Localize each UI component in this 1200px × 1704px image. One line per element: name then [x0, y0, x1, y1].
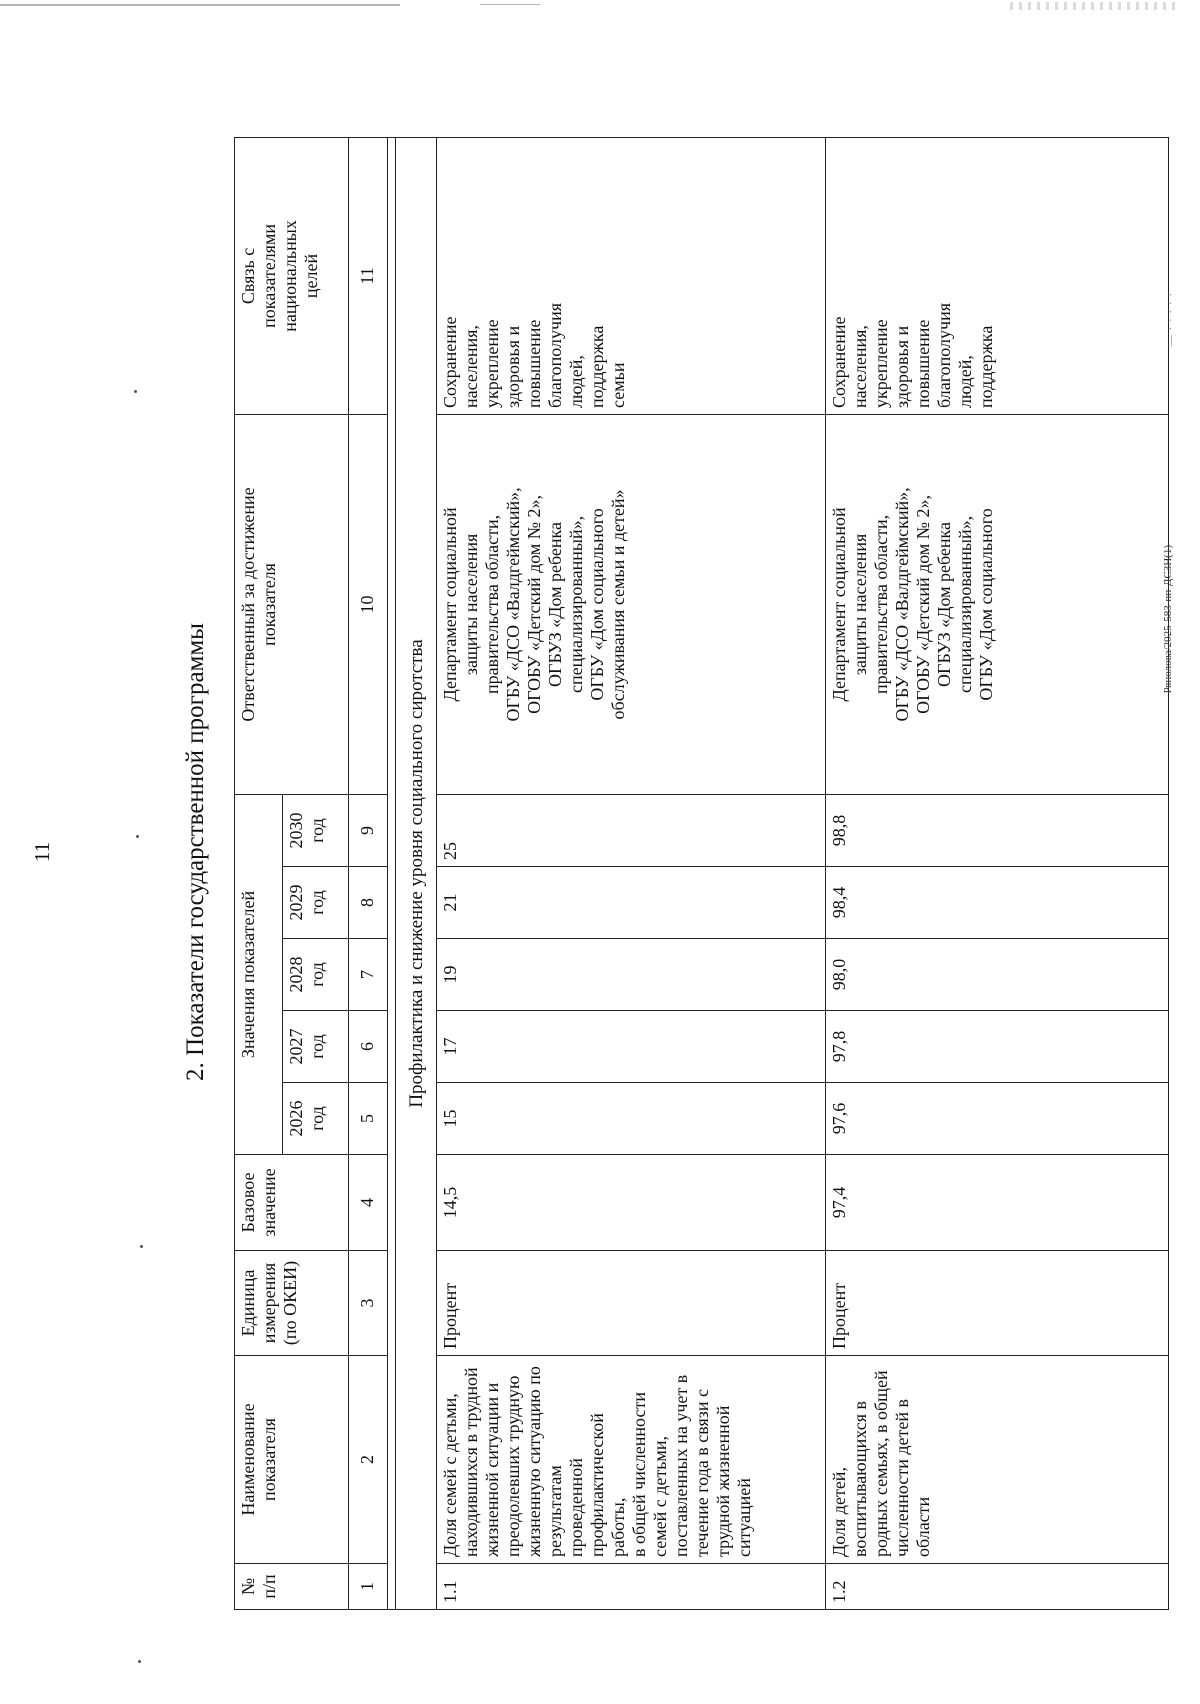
row-unit: Процент — [437, 1251, 826, 1356]
column-number: 3 — [349, 1251, 387, 1356]
indicators-table — [234, 137, 1169, 1610]
header-name: Наименование показателя — [235, 1356, 349, 1564]
row-national-goal-link: Сохранение населения, укрепление здоровья и повышение благополучия людей, поддержка — [826, 137, 1169, 414]
row-base-value: 14,5 — [437, 1155, 826, 1251]
row-value-2028: 98,0 — [826, 939, 1169, 1011]
table-row — [437, 137, 826, 1609]
table-row — [826, 137, 1169, 1609]
header-num: № п/п — [235, 1564, 349, 1610]
row-value-2027: 17 — [437, 1011, 826, 1083]
separator-cell — [387, 137, 395, 1609]
column-numbers-row — [349, 137, 387, 1609]
row-num: 1.2 — [826, 1564, 1169, 1610]
separator-row — [387, 137, 395, 1609]
column-number: 1 — [349, 1564, 387, 1610]
row-value-2030: 98,8 — [826, 794, 1169, 866]
section-title: Профилактика и снижение уровня социального сиротства — [395, 137, 437, 1609]
page-number: 11 — [30, 841, 54, 863]
row-value-2028: 19 — [437, 939, 826, 1011]
column-number: 8 — [349, 867, 387, 939]
column-number: 11 — [349, 137, 387, 414]
row-national-goal-link: Сохранение населения, укрепление здоровья и повышение благополучия людей, поддержка семьи — [437, 137, 826, 414]
header-responsible: Ответственный за достижение показателя — [235, 414, 349, 794]
column-number: 6 — [349, 1011, 387, 1083]
header-year: 2028 год — [282, 939, 348, 1011]
row-value-2029: 21 — [437, 867, 826, 939]
section-row — [395, 137, 437, 1609]
row-responsible: Департамент социальной защиты населения правительства области, ОГБУ «ДСО «Валдгеймский», ОГОБУ «Детский дом № 2», ОГБУЗ «Дом ребенка специализированный», ОГБУ «Дом социального — [826, 414, 1169, 794]
header-row — [235, 137, 283, 1609]
column-number: 4 — [349, 1155, 387, 1251]
row-num: 1.1 — [437, 1564, 826, 1610]
row-indicator-name: Доля детей, воспитывающихся в родных семьях, в общей численности детей в области — [826, 1356, 1169, 1564]
row-base-value: 97,4 — [826, 1155, 1169, 1251]
document-code: Рянолова/2025-583-пп-ДСЗН(1) — [1162, 545, 1174, 694]
row-value-2027: 97,8 — [826, 1011, 1169, 1083]
header-year: 2030 год — [282, 794, 348, 866]
header-unit: Единица измерения (по ОКЕИ) — [235, 1251, 349, 1356]
column-number: 2 — [349, 1356, 387, 1564]
column-number: 5 — [349, 1083, 387, 1155]
column-number: 7 — [349, 939, 387, 1011]
header-base: Базовое значение — [235, 1155, 349, 1251]
row-responsible: Департамент социальной защиты населения правительства области, ОГБУ «ДСО «Валдгеймский», ОГОБУ «Детский дом № 2», ОГБУЗ «Дом ребенка специализированный», ОГБУ «Дом социального обслуживания семьи и детей» — [437, 414, 826, 794]
header-year: 2029 год — [282, 867, 348, 939]
header-values-group: Значения показателей — [235, 794, 283, 1154]
row-value-2026: 15 — [437, 1083, 826, 1155]
header-year: 2027 год — [282, 1011, 348, 1083]
row-value-2026: 97,6 — [826, 1083, 1169, 1155]
header-year: 2026 год — [282, 1083, 348, 1155]
row-unit: Процент — [826, 1251, 1169, 1356]
column-number: 10 — [349, 414, 387, 794]
row-indicator-name: Доля семей с детьми, находившихся в трудной жизненной ситуации и преодолевших трудную жизненную ситуацию по результатам проведенной профилактической работы, в общей численности семей с детьми, поставленных на учет в течение года в связи с трудной жизненной ситуацией — [437, 1356, 826, 1564]
scan-artifact-dashes: — · · · · · — [1165, 292, 1177, 347]
page-title: 2. Показатели государственной программы — [182, 623, 209, 1081]
row-value-2030: 25 — [437, 794, 826, 866]
column-number: 9 — [349, 794, 387, 866]
header-link: Связь с показателями национальных целей — [235, 137, 349, 414]
row-value-2029: 98,4 — [826, 867, 1169, 939]
